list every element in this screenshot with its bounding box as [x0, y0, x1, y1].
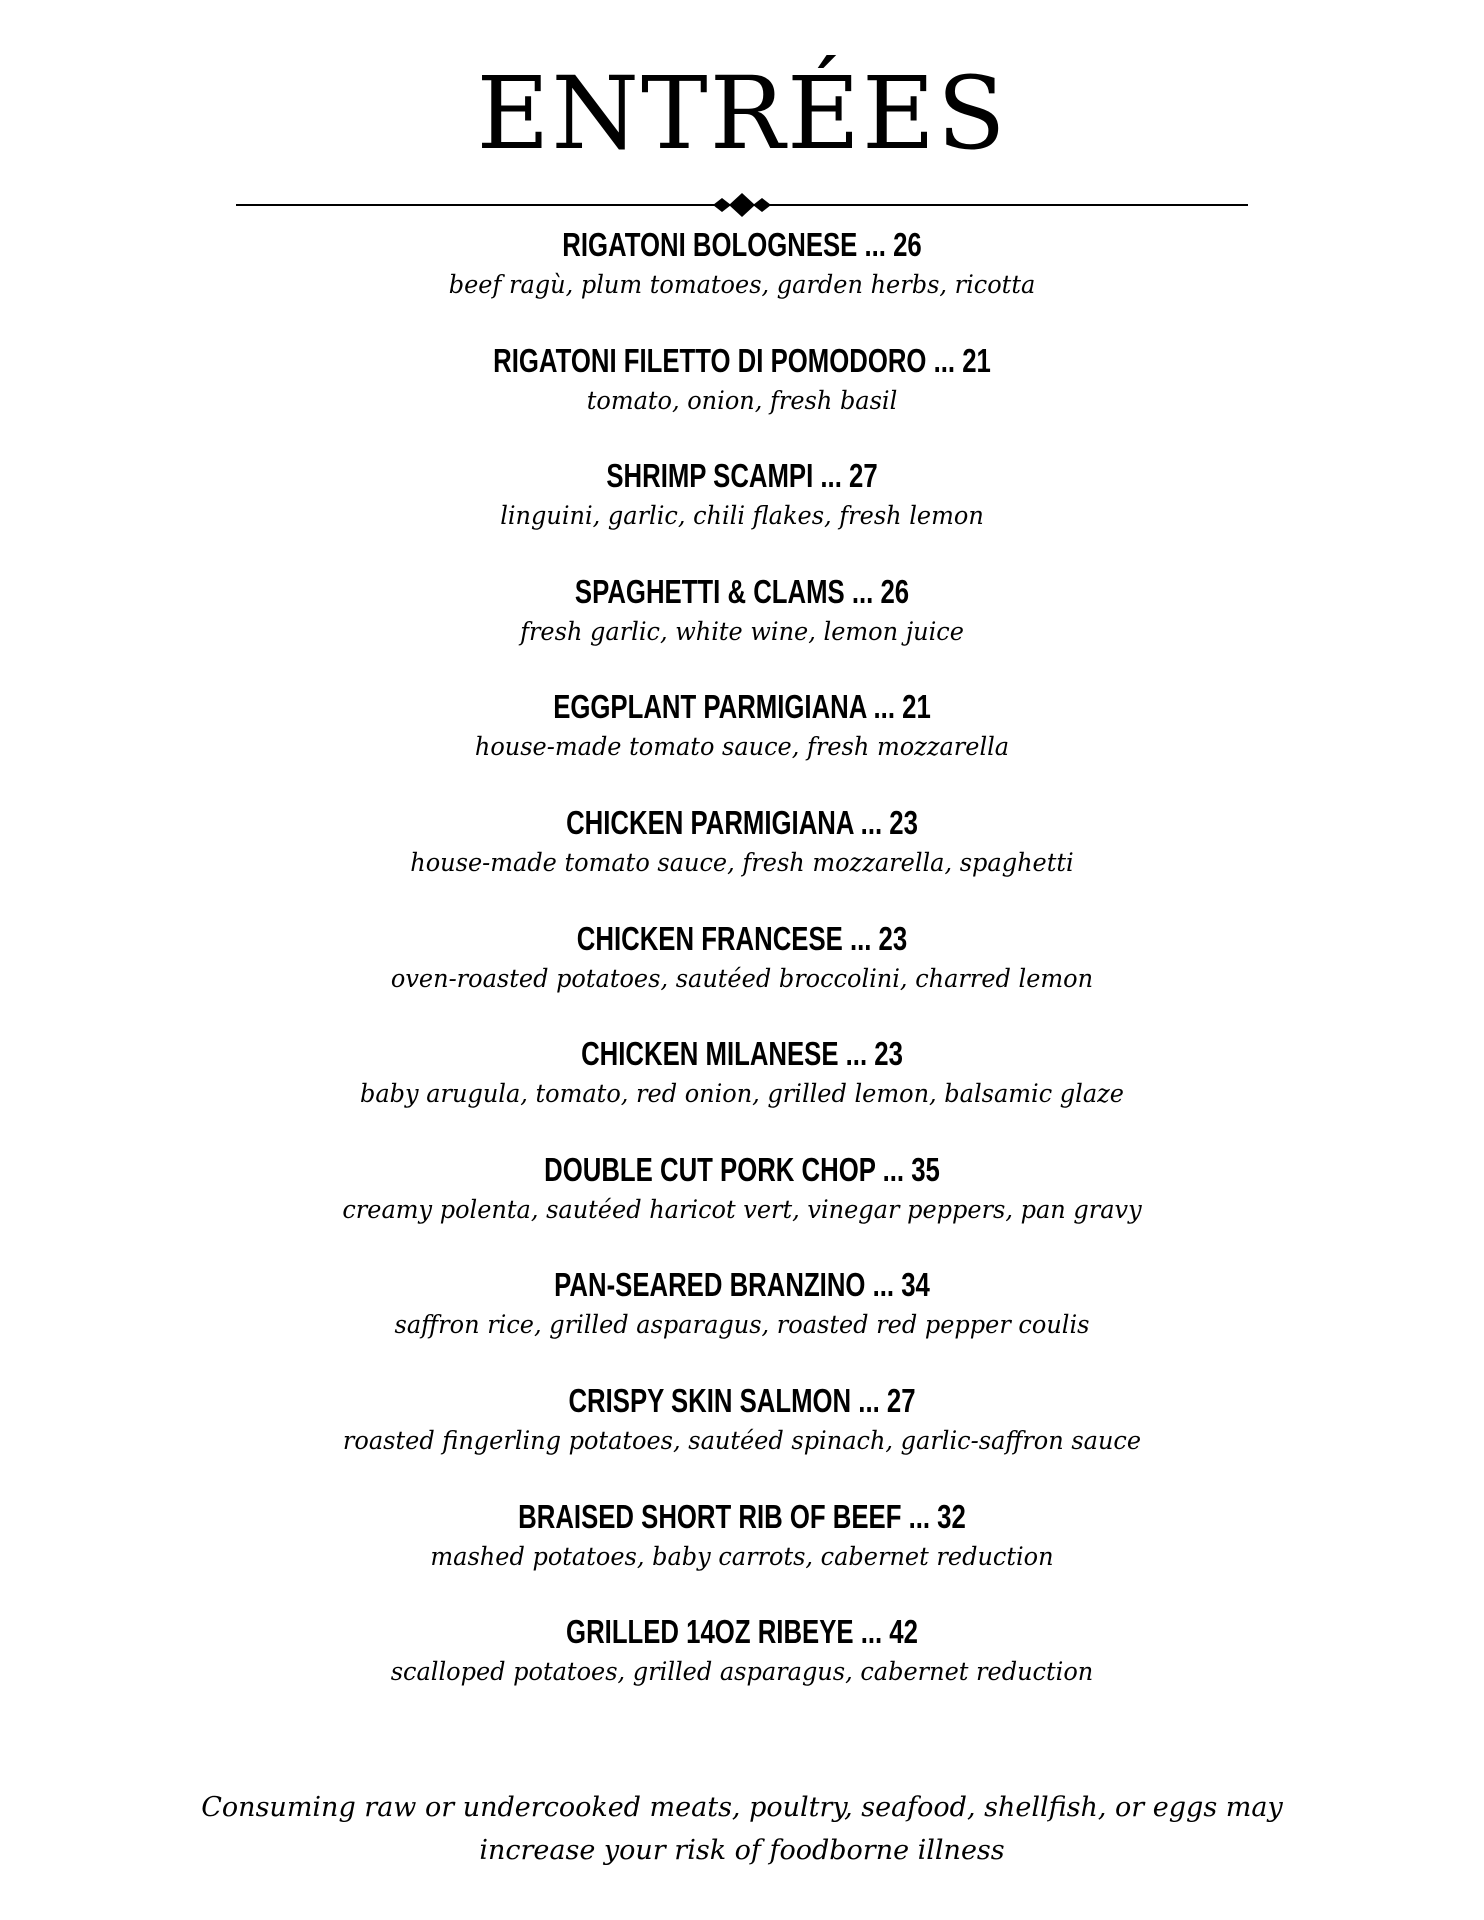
menu-item-description: baby arugula, tomato, red onion, grilled lemon, balsamic glaze — [359, 1079, 1124, 1109]
menu-item — [0, 1497, 1484, 1616]
menu-item-description: saffron rice, grilled asparagus, roasted red pepper coulis — [394, 1310, 1090, 1340]
menu-item-description: house-made tomato sauce, fresh mozzarella, spaghetti — [410, 847, 1074, 877]
menu-item-name: CRISPY SKIN SALMON ... 27 — [568, 1381, 916, 1419]
menu-item-name: RIGATONI FILETTO DI POMODORO ... 21 — [493, 341, 991, 379]
menu-item-name: SPAGHETTI & CLAMS ... 26 — [574, 572, 910, 610]
menu-item-description: scalloped potatoes, grilled asparagus, cabernet reduction — [390, 1657, 1094, 1687]
menu-item — [0, 1615, 1484, 1731]
menu-item-description: oven-roasted potatoes, sautéed broccolini, charred lemon — [390, 963, 1094, 993]
menu-item — [0, 1268, 1484, 1384]
menu-item-name: GRILLED 14OZ RIBEYE ... 42 — [566, 1613, 918, 1651]
menu-item-description: roasted fingerling potatoes, sautéed spinach, garlic-saffron sauce — [342, 1425, 1142, 1455]
menu-item-name: RIGATONI BOLOGNESE ... 26 — [562, 226, 922, 263]
menu-item-description: house-made tomato sauce, fresh mozzarella — [474, 732, 1010, 762]
menu-item-description: mashed potatoes, baby carrots, cabernet reduction — [430, 1541, 1054, 1571]
menu-item-name: CHICKEN PARMIGIANA ... 23 — [566, 803, 918, 841]
menu-item-name: DOUBLE CUT PORK CHOP ... 35 — [544, 1150, 940, 1188]
menu-item — [0, 1381, 1484, 1500]
menu-item — [0, 803, 1484, 922]
menu-item-description: beef ragù, plum tomatoes, garden herbs, ricotta — [448, 270, 1036, 299]
menu-item — [0, 459, 1484, 575]
menu-item — [0, 572, 1484, 691]
menu-item — [0, 1037, 1484, 1153]
menu-item — [0, 690, 1484, 806]
menu-item-name: SHRIMP SCAMPI ... 27 — [606, 457, 878, 495]
page-title: ENTRÉES — [476, 55, 1008, 172]
menu-item — [0, 228, 1484, 344]
menu-item-name: CHICKEN MILANESE ... 23 — [581, 1035, 903, 1073]
ornamental-divider — [236, 190, 1248, 220]
menu-item-description: creamy polenta, sautéed haricot vert, vinegar peppers, pan gravy — [342, 1194, 1142, 1224]
menu-item — [0, 919, 1484, 1038]
menu-item — [0, 341, 1484, 460]
health-disclaimer: Consuming raw or undercooked meats, poultry, seafood, shellfish, or eggs may increase your risk of foodborne illness — [201, 1792, 1283, 1866]
menu-item-description: tomato, onion, fresh basil — [586, 385, 898, 415]
menu-item-description: fresh garlic, white wine, lemon juice — [520, 616, 964, 646]
menu-item-name: PAN-SEARED BRANZINO ... 34 — [554, 1266, 930, 1304]
entree-list — [0, 228, 1484, 1731]
menu-item-name: BRAISED SHORT RIB OF BEEF ... 32 — [518, 1497, 966, 1535]
menu-item-name: CHICKEN FRANCESE ... 23 — [576, 919, 908, 957]
menu-item — [0, 1150, 1484, 1269]
menu-item-name: EGGPLANT PARMIGIANA ... 21 — [553, 688, 931, 726]
menu-item-description: linguini, garlic, chili flakes, fresh lemon — [500, 501, 984, 531]
